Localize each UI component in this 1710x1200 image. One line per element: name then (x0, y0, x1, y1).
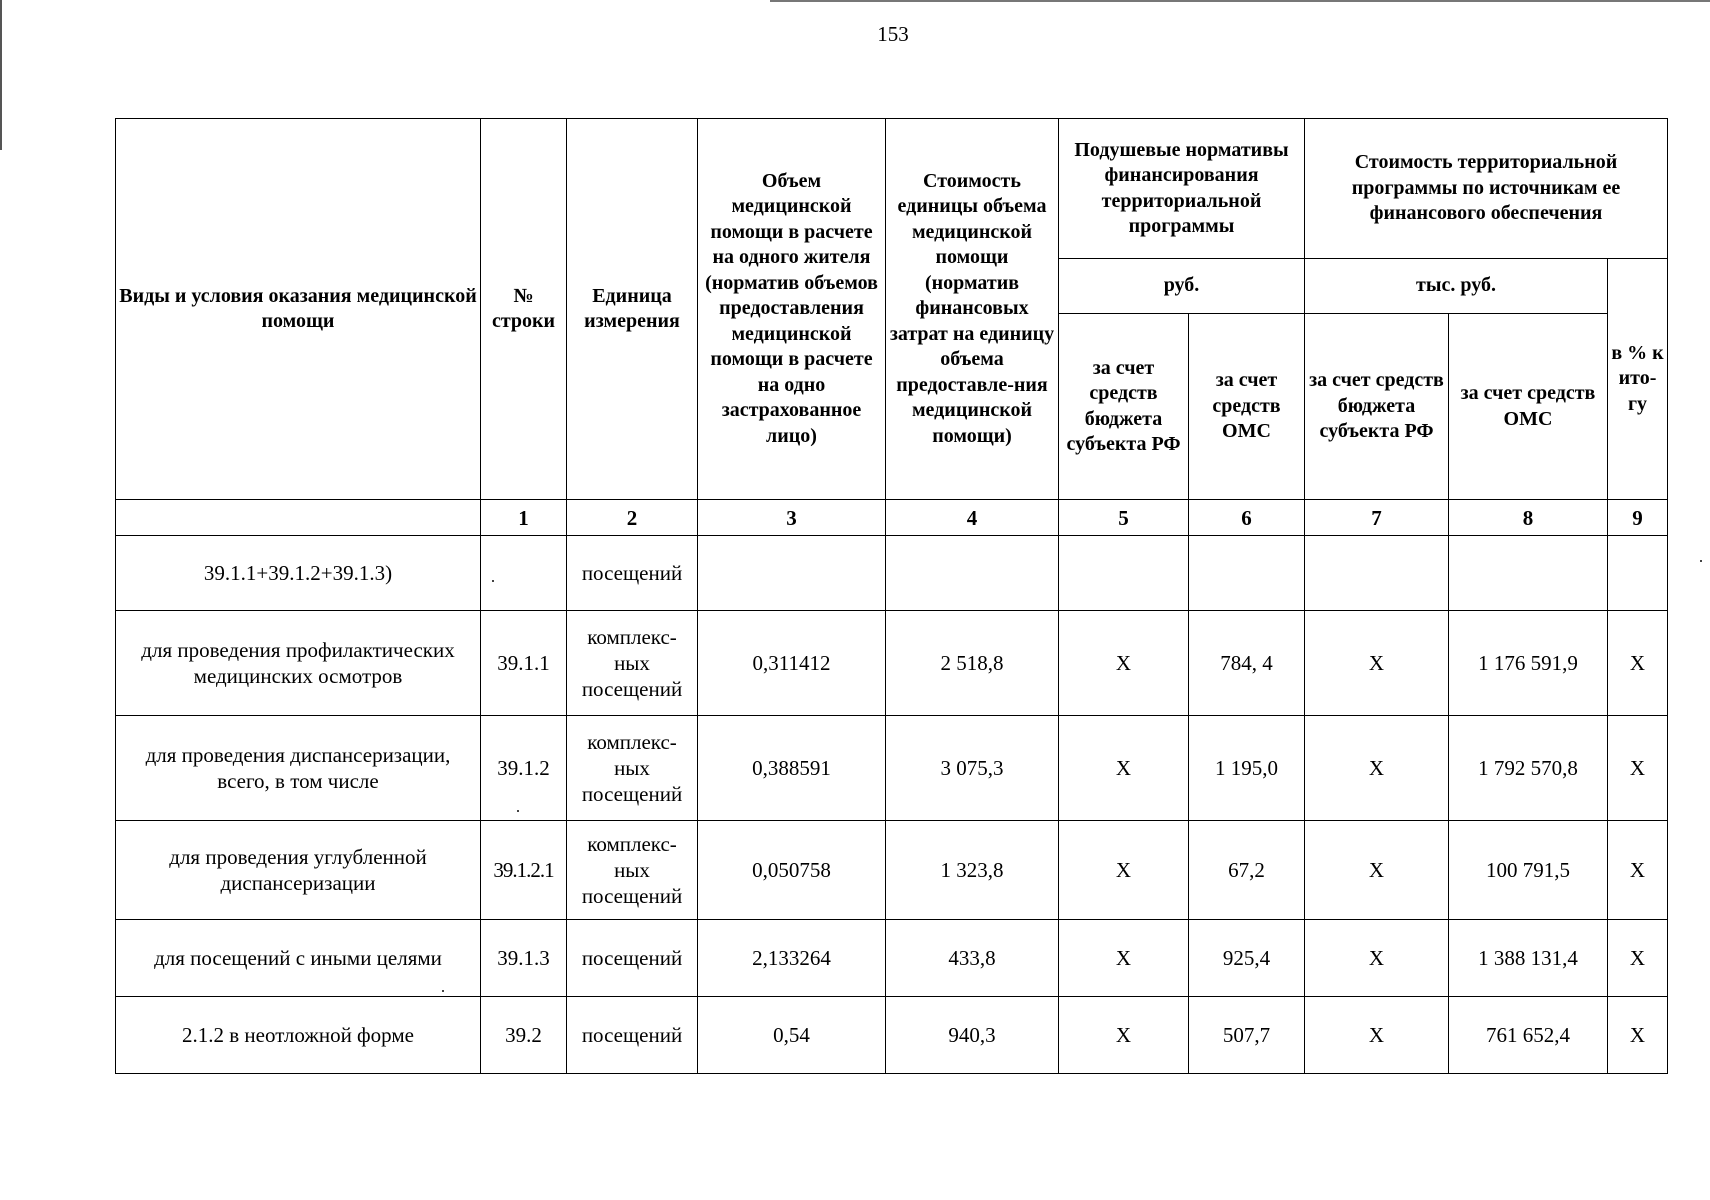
volume-cell: 0,050758 (698, 821, 886, 920)
kind-cell: 2.1.2 в неотложной форме (116, 997, 481, 1074)
cost-cell: 2 518,8 (886, 611, 1059, 716)
oms-thous-cell: 100 791,5 (1449, 821, 1608, 920)
scan-speck (1700, 560, 1702, 562)
cost-cell: 3 075,3 (886, 716, 1059, 821)
table-row (116, 920, 1668, 997)
header-budget-rub: за счет средств бюджета субъекта РФ (1059, 314, 1189, 500)
header-thous-rub: тыс. руб. (1305, 259, 1608, 314)
header-budget-thous: за счет средств бюджета субъекта РФ (1305, 314, 1449, 500)
volume-cell: 0,388591 (698, 716, 886, 821)
row-no-cell: 39.1.3 (481, 920, 567, 997)
percent-cell: X (1608, 716, 1668, 821)
percent-cell: X (1608, 821, 1668, 920)
oms-rub-cell: 925,4 (1189, 920, 1305, 997)
header-kinds: Виды и условия оказания медицинской помощи (116, 119, 481, 500)
column-number: 1 (481, 500, 567, 536)
table-row (116, 997, 1668, 1074)
column-number (116, 500, 481, 536)
scan-speck (442, 990, 444, 992)
budget-rub-cell: X (1059, 611, 1189, 716)
kind-cell: для проведения диспансеризации, всего, в том числе (116, 716, 481, 821)
budget-thous-cell: X (1305, 821, 1449, 920)
percent-cell (1608, 536, 1668, 611)
percent-cell: X (1608, 997, 1668, 1074)
unit-cell: посещений (567, 997, 698, 1074)
column-number-row (116, 500, 1668, 536)
budget-rub-cell: X (1059, 716, 1189, 821)
budget-rub-cell (1059, 536, 1189, 611)
percent-cell: X (1608, 611, 1668, 716)
kind-cell: 39.1.1+39.1.2+39.1.3) (116, 536, 481, 611)
budget-thous-cell: X (1305, 716, 1449, 821)
page-number: 153 (877, 22, 909, 46)
budget-thous-cell: X (1305, 611, 1449, 716)
row-no-cell: 39.1.2 (481, 716, 567, 821)
oms-thous-cell: 1 388 131,4 (1449, 920, 1608, 997)
kind-cell: для посещений с иными целями (116, 920, 481, 997)
table-row (116, 611, 1668, 716)
scan-border-top (770, 0, 1710, 2)
oms-thous-cell: 1 792 570,8 (1449, 716, 1608, 821)
table-row (116, 821, 1668, 920)
scan-speck (492, 580, 494, 582)
column-number: 6 (1189, 500, 1305, 536)
row-no-cell (481, 536, 567, 611)
table-row (116, 536, 1668, 611)
header-oms-thous: за счет средств ОМС (1449, 314, 1608, 500)
oms-thous-cell (1449, 536, 1608, 611)
scan-speck (517, 810, 519, 812)
financing-table (115, 118, 1668, 1074)
percent-cell: X (1608, 920, 1668, 997)
unit-cell: комплекс-ных посещений (567, 611, 698, 716)
row-no-cell: 39.1.2.1 (481, 821, 567, 920)
unit-cell: комплекс-ных посещений (567, 821, 698, 920)
budget-thous-cell: X (1305, 920, 1449, 997)
header-row-no: № строки (481, 119, 567, 500)
row-no-cell: 39.2 (481, 997, 567, 1074)
volume-cell (698, 536, 886, 611)
header-percent: в % к ито-гу (1608, 259, 1668, 500)
oms-rub-cell: 1 195,0 (1189, 716, 1305, 821)
column-number: 7 (1305, 500, 1449, 536)
volume-cell: 2,133264 (698, 920, 886, 997)
column-number: 9 (1608, 500, 1668, 536)
kind-cell: для проведения углубленной диспансеризации (116, 821, 481, 920)
unit-cell: посещений (567, 920, 698, 997)
header-cost: Стоимость единицы объема медицинской помощи (норматив финансовых затрат на единицу объема предоставле-ния медицинской помощи) (886, 119, 1059, 500)
row-no-cell: 39.1.1 (481, 611, 567, 716)
column-number: 5 (1059, 500, 1189, 536)
table-row (116, 716, 1668, 821)
header-rub: руб. (1059, 259, 1305, 314)
oms-rub-cell: 507,7 (1189, 997, 1305, 1074)
budget-thous-cell: X (1305, 997, 1449, 1074)
budget-rub-cell: X (1059, 997, 1189, 1074)
cost-cell (886, 536, 1059, 611)
unit-cell: комплекс-ных посещений (567, 716, 698, 821)
budget-rub-cell: X (1059, 920, 1189, 997)
oms-rub-cell (1189, 536, 1305, 611)
header-program-cost: Стоимость территориальной программы по источникам ее финансового обеспечения (1305, 119, 1668, 259)
oms-thous-cell: 1 176 591,9 (1449, 611, 1608, 716)
oms-rub-cell: 784, 4 (1189, 611, 1305, 716)
cost-cell: 940,3 (886, 997, 1059, 1074)
column-number: 4 (886, 500, 1059, 536)
oms-rub-cell: 67,2 (1189, 821, 1305, 920)
budget-thous-cell (1305, 536, 1449, 611)
unit-cell: посещений (567, 536, 698, 611)
column-number: 3 (698, 500, 886, 536)
header-per-capita: Подушевые нормативы финансирования территориальной программы (1059, 119, 1305, 259)
column-number: 2 (567, 500, 698, 536)
volume-cell: 0,54 (698, 997, 886, 1074)
column-number: 8 (1449, 500, 1608, 536)
cost-cell: 1 323,8 (886, 821, 1059, 920)
oms-thous-cell: 761 652,4 (1449, 997, 1608, 1074)
header-oms-rub: за счет средств ОМС (1189, 314, 1305, 500)
header-volume: Объем медицинской помощи в расчете на одного жителя (норматив объемов предоставления медицинской помощи в расчете на одно застрахованное лицо) (698, 119, 886, 500)
cost-cell: 433,8 (886, 920, 1059, 997)
volume-cell: 0,311412 (698, 611, 886, 716)
header-unit: Единица измерения (567, 119, 698, 500)
budget-rub-cell: X (1059, 821, 1189, 920)
kind-cell: для проведения профилактических медицинских осмотров (116, 611, 481, 716)
